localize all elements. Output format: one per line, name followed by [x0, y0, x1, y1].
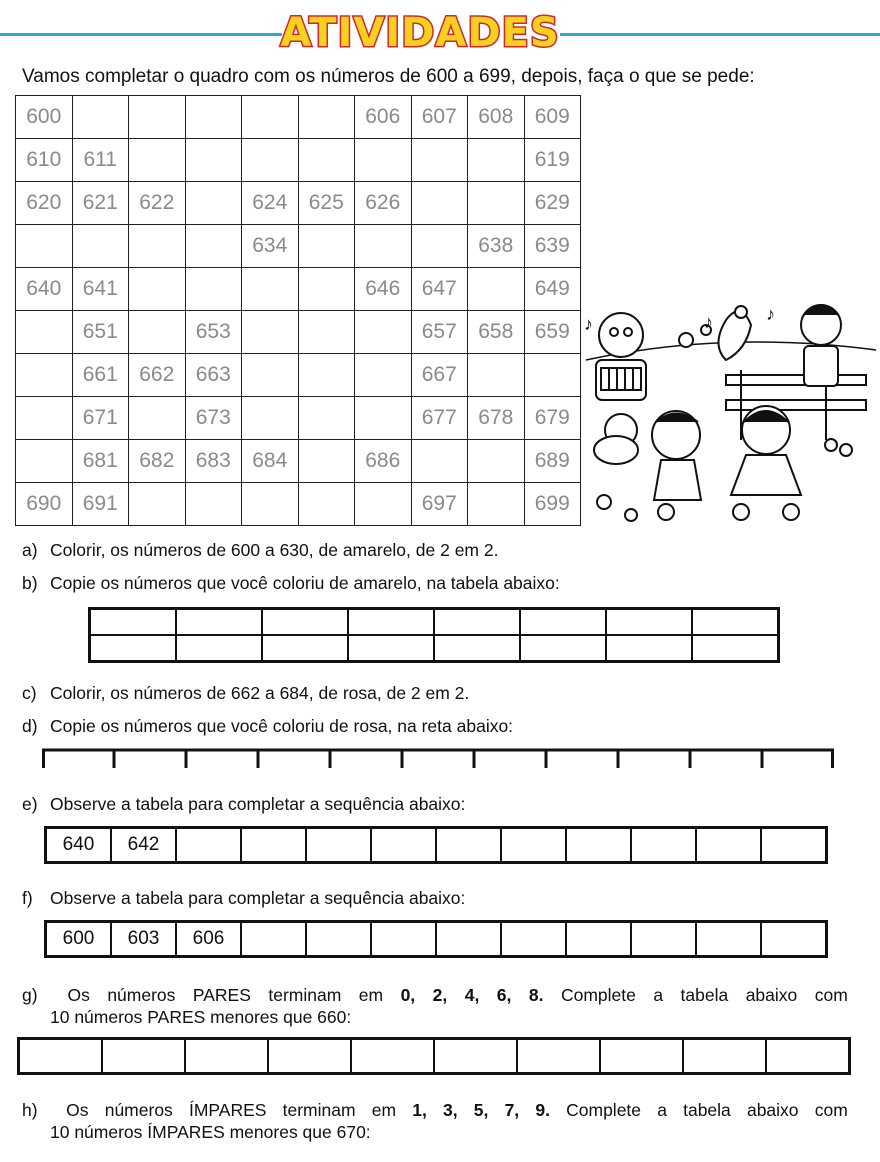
grid-cell[interactable] — [468, 354, 525, 397]
sequence-cell[interactable] — [696, 922, 761, 957]
grid-cell[interactable]: 634 — [242, 225, 299, 268]
question-c-letter: c) — [22, 683, 37, 703]
page-title — [270, 6, 570, 54]
question-e-text: Observe a tabela para completar a sequência abaixo: — [50, 794, 466, 814]
grid-cell[interactable]: 673 — [185, 397, 242, 440]
grid-cell[interactable]: 619 — [524, 139, 581, 182]
question-d-text: Copie os números que você coloriu de rosa, na reta abaixo: — [50, 716, 514, 736]
question-word: Os — [66, 1100, 89, 1120]
answer-cell[interactable] — [434, 635, 520, 662]
grid-row — [16, 483, 581, 526]
grid-cell[interactable]: 653 — [185, 311, 242, 354]
grid-cell[interactable] — [129, 311, 186, 354]
grid-cell[interactable] — [355, 311, 412, 354]
question-word: 2, — [432, 985, 448, 1005]
grid-cell[interactable] — [355, 397, 412, 440]
yellow-numbers-table — [88, 607, 780, 663]
grid-cell[interactable] — [185, 483, 242, 526]
grid-cell[interactable] — [242, 139, 299, 182]
answer-cell[interactable] — [262, 635, 348, 662]
grid-cell[interactable]: 610 — [16, 139, 73, 182]
sequence-cell[interactable] — [761, 828, 827, 863]
grid-cell[interactable] — [298, 440, 355, 483]
question-word: terminam — [268, 985, 342, 1005]
header-line-left — [0, 33, 282, 36]
grid-cell[interactable]: 658 — [468, 311, 525, 354]
answer-cell[interactable] — [520, 609, 606, 636]
question-g — [22, 984, 848, 1028]
grid-cell[interactable] — [411, 440, 468, 483]
grid-cell[interactable]: 690 — [16, 483, 73, 526]
grid-row — [16, 268, 581, 311]
grid-cell[interactable] — [129, 96, 186, 139]
intro-text: Vamos completar o quadro com os números de 600 a 699, depois, faça o que se pede: — [22, 66, 755, 87]
question-g-letter: g) — [22, 985, 38, 1005]
grid-cell[interactable]: 629 — [524, 182, 581, 225]
question-word: números — [107, 985, 176, 1005]
question-a-letter: a) — [22, 540, 38, 560]
grid-cell[interactable] — [468, 139, 525, 182]
grid-cell[interactable]: 608 — [468, 96, 525, 139]
answer-cell[interactable] — [268, 1039, 351, 1074]
grid-cell[interactable] — [16, 225, 73, 268]
sequence-cell[interactable] — [696, 828, 761, 863]
grid-cell[interactable] — [242, 96, 299, 139]
grid-cell[interactable]: 651 — [72, 311, 129, 354]
grid-cell[interactable]: 622 — [129, 182, 186, 225]
grid-cell[interactable] — [129, 139, 186, 182]
grid-cell[interactable] — [242, 354, 299, 397]
grid-cell[interactable] — [72, 225, 129, 268]
question-e — [22, 794, 465, 815]
question-word: 9. — [535, 1100, 550, 1120]
grid-cell[interactable] — [355, 483, 412, 526]
sequence-cell[interactable] — [501, 828, 566, 863]
question-h-line2: 10 números ÍMPARES menores que 670: — [50, 1122, 371, 1142]
grid-row — [16, 440, 581, 483]
grid-cell[interactable]: 609 — [524, 96, 581, 139]
sequence-cell[interactable] — [566, 828, 631, 863]
festa-junina-illustration — [576, 290, 880, 530]
sequence-cell[interactable] — [501, 922, 566, 957]
grid-row — [16, 311, 581, 354]
question-f-text: Observe a tabela para completar a sequência abaixo: — [50, 888, 466, 908]
question-b-text: Copie os números que você coloriu de amarelo, na tabela abaixo: — [50, 573, 560, 593]
question-word: com — [814, 1100, 848, 1120]
grid-cell[interactable] — [242, 483, 299, 526]
sequence-cell[interactable] — [371, 828, 436, 863]
answer-cell[interactable] — [90, 635, 177, 662]
answer-cell[interactable] — [262, 609, 348, 636]
question-word: a — [653, 985, 664, 1005]
grid-cell[interactable] — [129, 483, 186, 526]
question-g-line2: 10 números PARES menores que 660: — [50, 1007, 352, 1027]
grid-cell[interactable] — [16, 397, 73, 440]
svg-text:♪: ♪ — [704, 312, 713, 332]
sequence-cell[interactable] — [566, 922, 631, 957]
grid-cell[interactable]: 625 — [298, 182, 355, 225]
question-word: abaixo — [746, 1100, 799, 1120]
grid-cell[interactable] — [411, 225, 468, 268]
grid-cell[interactable]: 647 — [411, 268, 468, 311]
grid-cell[interactable]: 621 — [72, 182, 129, 225]
question-word: 0, — [400, 985, 416, 1005]
answer-cell[interactable] — [348, 635, 434, 662]
grid-cell[interactable]: 649 — [524, 268, 581, 311]
grid-cell[interactable]: 691 — [72, 483, 129, 526]
question-word: 6, — [496, 985, 512, 1005]
grid-cell[interactable] — [298, 225, 355, 268]
grid-row — [16, 225, 581, 268]
question-word: com — [814, 985, 848, 1005]
grid-cell[interactable]: 646 — [355, 268, 412, 311]
answer-cell[interactable] — [19, 1039, 103, 1074]
grid-cell[interactable] — [468, 483, 525, 526]
question-word: a — [657, 1100, 667, 1120]
answer-cell[interactable] — [176, 635, 262, 662]
question-word: em — [371, 1100, 397, 1120]
sequence-cell[interactable]: 600 — [46, 922, 112, 957]
grid-cell[interactable]: 624 — [242, 182, 299, 225]
question-word: Complete — [560, 985, 636, 1005]
answer-cell[interactable] — [434, 1039, 517, 1074]
question-word: 8. — [528, 985, 544, 1005]
grid-cell[interactable] — [411, 139, 468, 182]
question-word: 4, — [464, 985, 480, 1005]
question-e-letter: e) — [22, 794, 38, 814]
sequence-cell[interactable]: 640 — [46, 828, 112, 863]
grid-cell[interactable]: 683 — [185, 440, 242, 483]
svg-text:♪: ♪ — [766, 304, 775, 324]
answer-cell[interactable] — [176, 609, 262, 636]
grid-cell[interactable] — [298, 139, 355, 182]
grid-cell[interactable] — [298, 96, 355, 139]
answer-cell[interactable] — [692, 609, 779, 636]
question-word: 1, — [412, 1100, 427, 1120]
grid-cell[interactable]: 661 — [72, 354, 129, 397]
grid-cell[interactable]: 682 — [129, 440, 186, 483]
question-b-letter: b) — [22, 573, 38, 593]
grid-cell[interactable] — [185, 268, 242, 311]
question-word: Complete — [566, 1100, 642, 1120]
even-numbers-table — [17, 1037, 851, 1075]
sequence-cell[interactable]: 642 — [111, 828, 176, 863]
grid-cell[interactable]: 659 — [524, 311, 581, 354]
sequence-cell[interactable]: 603 — [111, 922, 176, 957]
grid-cell[interactable] — [298, 311, 355, 354]
grid-cell[interactable] — [298, 354, 355, 397]
answer-cell[interactable] — [102, 1039, 185, 1074]
grid-cell[interactable]: 697 — [411, 483, 468, 526]
header-line-right — [560, 33, 880, 36]
question-d — [22, 716, 513, 737]
grid-cell[interactable]: 686 — [355, 440, 412, 483]
answer-cell[interactable] — [520, 635, 606, 662]
grid-cell[interactable]: 677 — [411, 397, 468, 440]
grid-row — [16, 397, 581, 440]
grid-cell[interactable] — [298, 397, 355, 440]
sequence-cell[interactable] — [631, 828, 696, 863]
grid-cell[interactable] — [298, 268, 355, 311]
sequence-cell[interactable] — [241, 922, 306, 957]
answer-cell[interactable] — [185, 1039, 268, 1074]
grid-cell[interactable] — [355, 139, 412, 182]
question-word: 5, — [473, 1100, 489, 1120]
question-h — [22, 1099, 848, 1143]
number-line — [42, 748, 834, 770]
question-word: em — [358, 985, 384, 1005]
grid-cell[interactable]: 626 — [355, 182, 412, 225]
grid-cell[interactable]: 681 — [72, 440, 129, 483]
grid-cell[interactable] — [185, 225, 242, 268]
grid-cell[interactable]: 671 — [72, 397, 129, 440]
question-word: Os — [67, 985, 90, 1005]
grid-cell[interactable]: 679 — [524, 397, 581, 440]
grid-row — [16, 96, 581, 139]
answer-cell[interactable] — [434, 609, 520, 636]
grid-row — [16, 354, 581, 397]
question-a — [22, 540, 498, 561]
question-word: tabela — [680, 985, 729, 1005]
sequence-e-table — [44, 826, 828, 864]
grid-cell[interactable]: 607 — [411, 96, 468, 139]
question-d-letter: d) — [22, 716, 38, 736]
sequence-cell[interactable] — [761, 922, 827, 957]
question-word: terminam — [282, 1100, 356, 1120]
grid-cell[interactable] — [524, 354, 581, 397]
question-c-text: Colorir, os números de 662 a 684, de rosa, de 2 em 2. — [50, 683, 470, 703]
grid-cell[interactable]: 620 — [16, 182, 73, 225]
grid-cell[interactable] — [468, 440, 525, 483]
sequence-cell[interactable] — [306, 922, 371, 957]
grid-row — [16, 182, 581, 225]
sequence-cell[interactable] — [306, 828, 371, 863]
grid-cell[interactable]: 638 — [468, 225, 525, 268]
grid-cell[interactable]: 678 — [468, 397, 525, 440]
grid-cell[interactable]: 684 — [242, 440, 299, 483]
sequence-cell[interactable] — [436, 922, 501, 957]
grid-cell[interactable]: 639 — [524, 225, 581, 268]
grid-cell[interactable] — [468, 268, 525, 311]
grid-cell[interactable] — [129, 268, 186, 311]
grid-cell[interactable]: 600 — [16, 96, 73, 139]
question-word: PARES — [192, 985, 251, 1005]
grid-cell[interactable] — [185, 96, 242, 139]
grid-cell[interactable] — [185, 139, 242, 182]
grid-cell[interactable] — [355, 354, 412, 397]
grid-cell[interactable]: 667 — [411, 354, 468, 397]
grid-cell[interactable] — [16, 440, 73, 483]
question-word: ÍMPARES — [188, 1100, 267, 1120]
answer-cell[interactable] — [606, 635, 692, 662]
answer-cell[interactable] — [766, 1039, 850, 1074]
answer-cell[interactable] — [90, 609, 177, 636]
grid-cell[interactable] — [242, 268, 299, 311]
grid-cell[interactable]: 640 — [16, 268, 73, 311]
grid-cell[interactable] — [242, 397, 299, 440]
sequence-cell[interactable] — [371, 922, 436, 957]
answer-cell[interactable] — [348, 609, 434, 636]
answer-cell[interactable] — [692, 635, 779, 662]
grid-cell[interactable]: 689 — [524, 440, 581, 483]
question-word: abaixo — [745, 985, 798, 1005]
grid-cell[interactable] — [16, 311, 73, 354]
grid-cell[interactable] — [355, 225, 412, 268]
title-text: ATIVIDADES — [280, 10, 560, 54]
grid-cell[interactable] — [242, 311, 299, 354]
answer-cell[interactable] — [517, 1039, 600, 1074]
grid-cell[interactable] — [16, 354, 73, 397]
grid-cell[interactable]: 662 — [129, 354, 186, 397]
question-f-letter: f) — [22, 888, 33, 908]
grid-cell[interactable] — [129, 397, 186, 440]
grid-cell[interactable] — [129, 225, 186, 268]
question-word: 3, — [443, 1100, 458, 1120]
answer-cell[interactable] — [683, 1039, 766, 1074]
question-word: números — [104, 1100, 173, 1120]
grid-cell[interactable]: 663 — [185, 354, 242, 397]
question-f — [22, 888, 465, 909]
number-grid — [15, 95, 581, 526]
grid-cell[interactable] — [185, 182, 242, 225]
answer-cell[interactable] — [351, 1039, 434, 1074]
grid-cell[interactable]: 699 — [524, 483, 581, 526]
question-b — [22, 573, 560, 594]
grid-cell[interactable] — [411, 182, 468, 225]
sequence-cell[interactable] — [631, 922, 696, 957]
grid-cell[interactable]: 611 — [72, 139, 129, 182]
question-h-letter: h) — [22, 1100, 38, 1120]
question-a-text: Colorir, os números de 600 a 630, de amarelo, de 2 em 2. — [50, 540, 499, 560]
grid-cell[interactable] — [72, 96, 129, 139]
answer-cell[interactable] — [606, 609, 692, 636]
question-word: tabela — [683, 1100, 731, 1120]
sequence-cell[interactable] — [241, 828, 306, 863]
sequence-cell[interactable] — [436, 828, 501, 863]
grid-cell[interactable]: 641 — [72, 268, 129, 311]
grid-cell[interactable]: 657 — [411, 311, 468, 354]
grid-cell[interactable]: 606 — [355, 96, 412, 139]
sequence-cell[interactable] — [176, 828, 241, 863]
question-c — [22, 683, 469, 704]
sequence-cell[interactable]: 606 — [176, 922, 241, 957]
svg-text:♪: ♪ — [584, 314, 593, 334]
answer-cell[interactable] — [600, 1039, 683, 1074]
grid-cell[interactable] — [468, 182, 525, 225]
question-word: 7, — [504, 1100, 520, 1120]
sequence-f-table — [44, 920, 828, 958]
grid-row — [16, 139, 581, 182]
grid-cell[interactable] — [298, 483, 355, 526]
